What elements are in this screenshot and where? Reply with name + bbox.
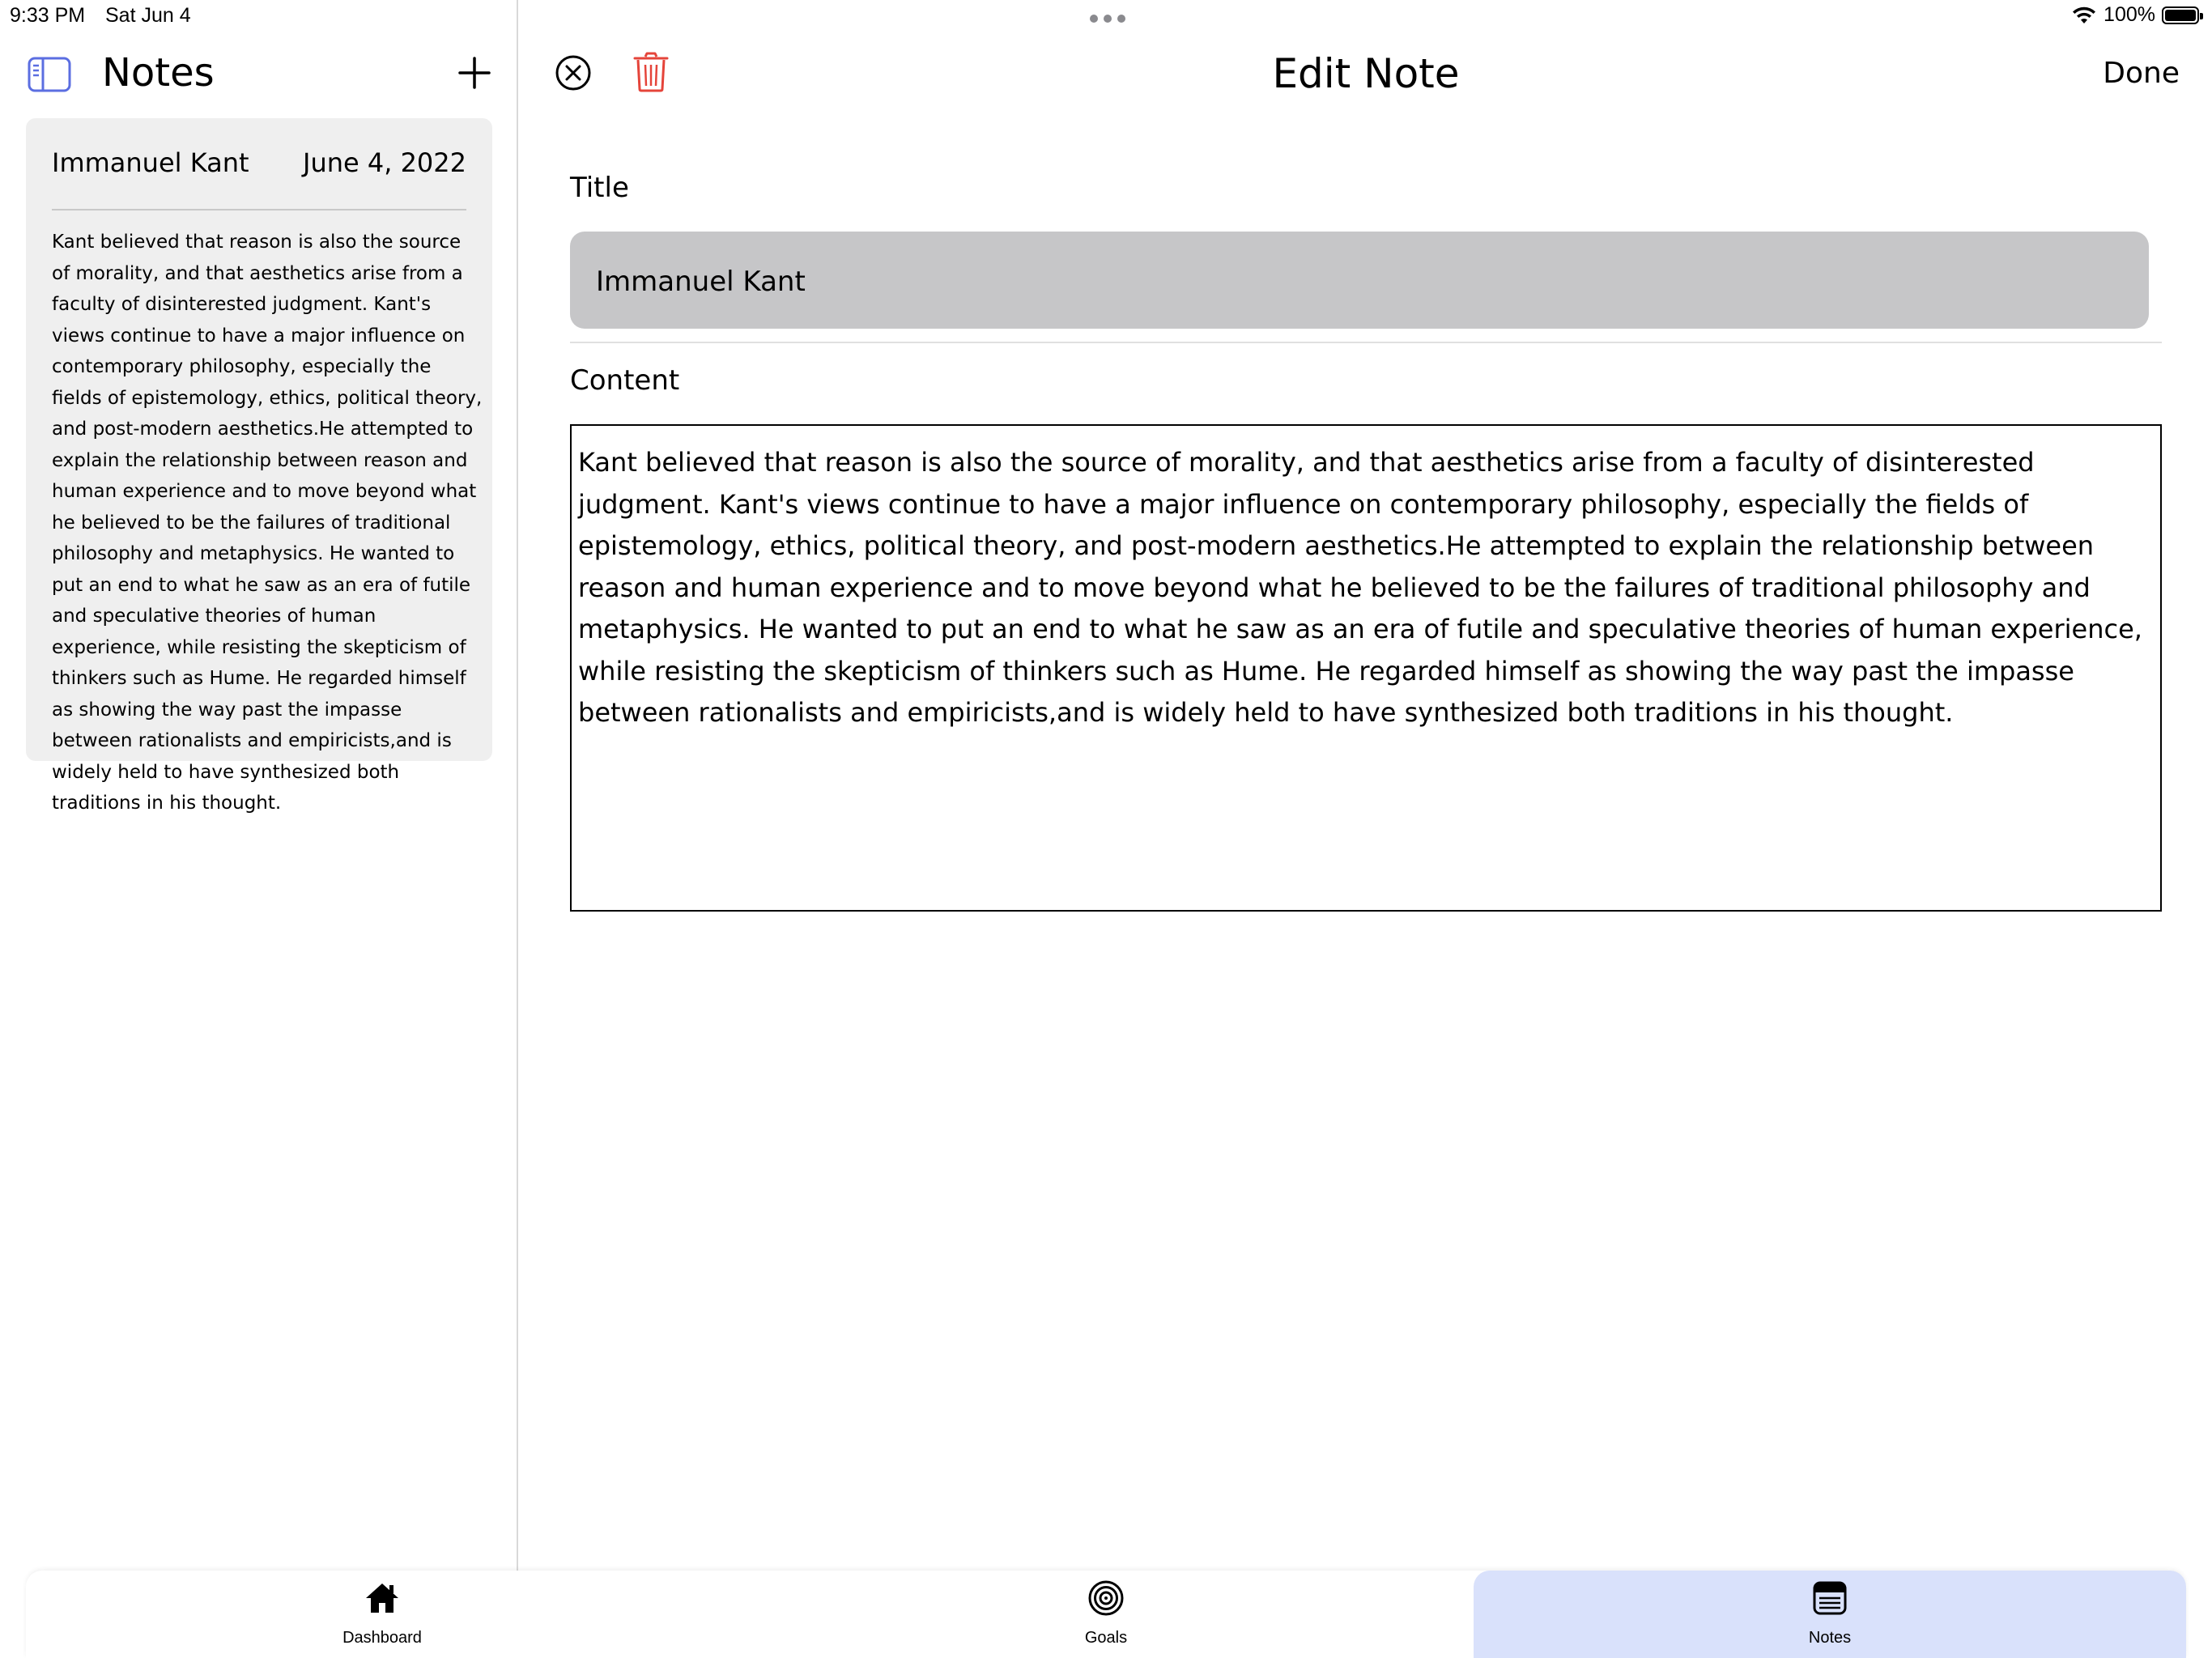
content-label: Content (570, 364, 680, 397)
status-date: Sat Jun 4 (105, 4, 191, 27)
add-note-button[interactable] (455, 53, 494, 92)
note-item-preview: Kant believed that reason is also the source of morality, and that aesthetics arise from a faculty of disinterested judgment. Kant's views continue to have a major influence on contemporary philosophy, especially the fields of epistemology, ethics, political theory, and post-modern aesthetics.He attempted to explain the relationship between reason and human experience and to move beyond what he believed to be the failures of traditional philosophy and metaphysics. He wanted to put an end to what he saw as an era of futile and speculative theories of human experience, while resisting the skepticism of thinkers such as Hume. He regarded himself as showing the way past the impasse between rationalists and empiricists,and is widely held to have synthesized both traditions in his thought. (52, 232, 483, 814)
edit-note-pane (520, 0, 2212, 1571)
note-item-title: Immanuel Kant (52, 147, 249, 178)
tab-bar (26, 1571, 2186, 1658)
note-item-divider (52, 209, 466, 210)
title-field[interactable]: Immanuel Kant (570, 232, 2149, 329)
target-icon (1087, 1579, 1125, 1618)
sidebar (0, 0, 518, 1571)
tab-notes[interactable] (1474, 1571, 2186, 1658)
battery-percent: 100% (2104, 3, 2155, 26)
tab-label: Dashboard (342, 1629, 422, 1647)
tab-label: Goals (1084, 1629, 1128, 1647)
page-title: Edit Note (1272, 50, 1460, 97)
notes-icon (1810, 1579, 1849, 1618)
sidebar-toggle-icon[interactable] (28, 57, 71, 92)
note-item-date: June 4, 2022 (303, 147, 466, 178)
tab-dashboard[interactable] (26, 1571, 738, 1658)
tab-goals[interactable] (750, 1571, 1462, 1658)
house-icon (363, 1579, 402, 1618)
done-button[interactable]: Done (2103, 57, 2180, 90)
content-textarea[interactable]: Kant believed that reason is also the source of morality, and that aesthetics arise from a faculty of disinterested judgment. Kant's views continue to have a major influence on contemporary philosophy, especially the fields of epistemology, ethics, political theory, and post-modern aesthetics.He attempted to explain the relationship between reason and human experience and to move beyond what he believed to be the failures of traditional philosophy and metaphysics. He wanted to put an end to what he saw as an era of futile and speculative theories of human experience, while resisting the skepticism of thinkers such as Hume. He regarded himself as showing the way past the impasse between rationalists and empiricists,and is widely held to have synthesized both traditions in his thought. (570, 424, 2162, 912)
section-divider (570, 342, 2162, 343)
tab-label: Notes (1808, 1629, 1852, 1647)
title-label: Title (570, 172, 629, 204)
sidebar-title: Notes (102, 50, 215, 96)
status-time: 9:33 PM (10, 4, 86, 27)
note-list-item[interactable] (26, 118, 492, 814)
